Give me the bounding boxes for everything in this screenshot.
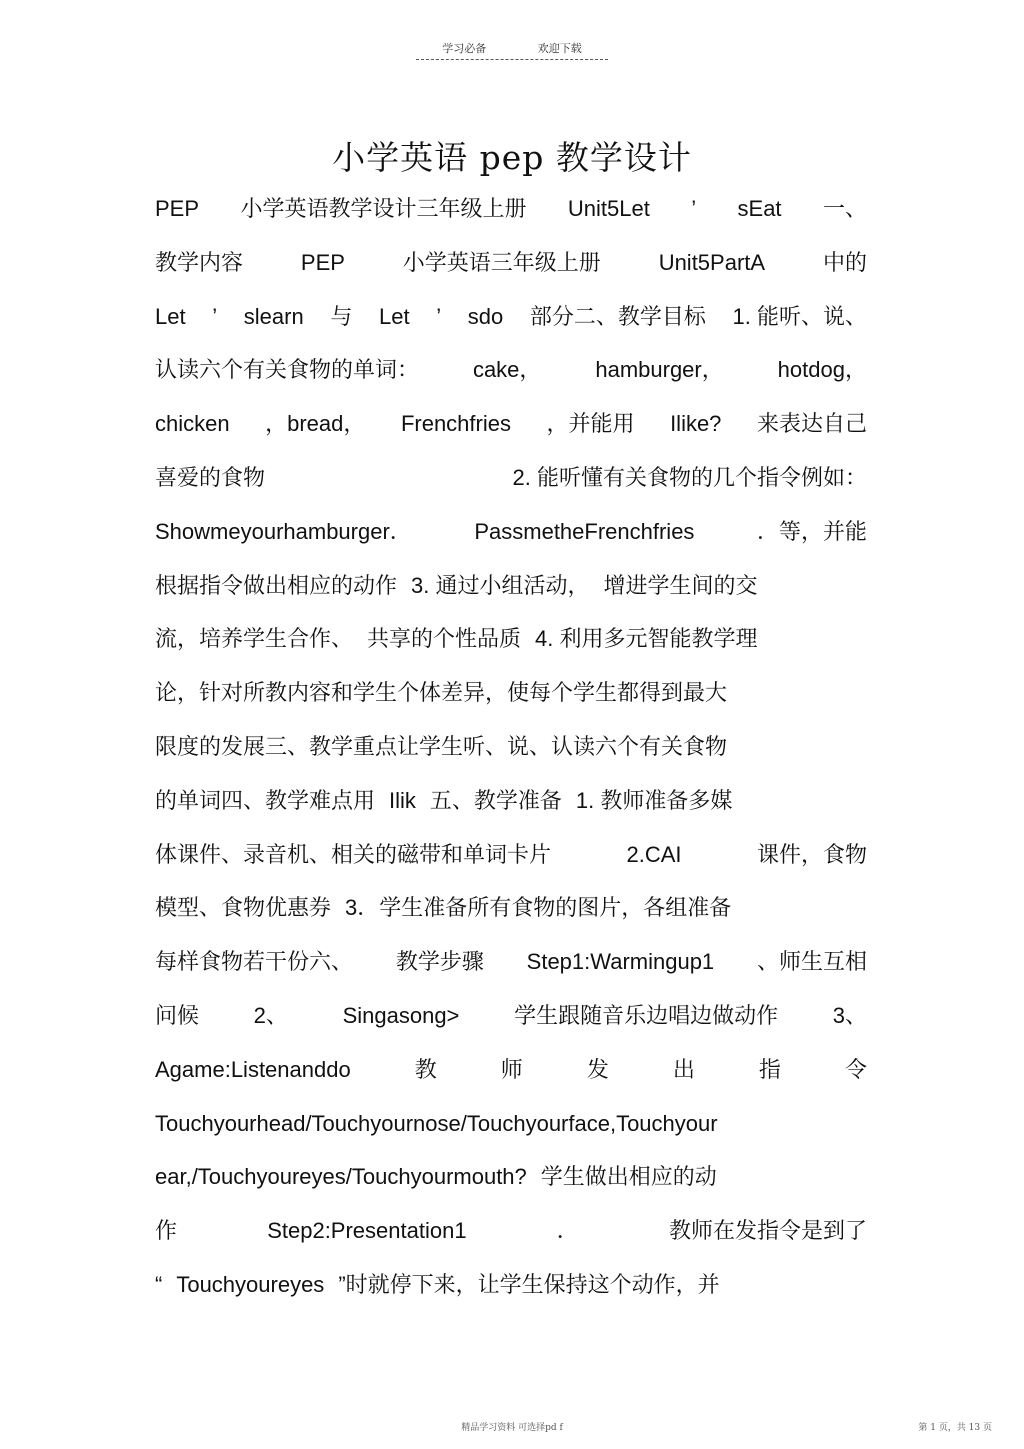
text-segment: ．等，并能 [756, 518, 867, 544]
text-segment: hamburger， [595, 357, 724, 383]
text-line [155, 828, 867, 882]
text-line [155, 881, 867, 935]
text-segment: 指 [758, 1056, 781, 1082]
header-left-text: 学习必备 [442, 42, 487, 55]
text-line [155, 182, 867, 236]
page-header [0, 40, 1024, 60]
text-line [155, 1258, 867, 1312]
text-segment: Unit5PartA [658, 249, 766, 275]
text-segment: sdo [467, 303, 504, 329]
text-segment: slearn [243, 303, 304, 329]
text-segment: 3．学生准备所有食物的图片，各组准备 [345, 895, 732, 921]
text-segment: 教学步骤 [395, 949, 484, 975]
text-segment: 小学英语教学设计三年级上册 [240, 196, 527, 221]
text-segment: 增进学生间的交 [603, 572, 758, 598]
text-segment: cake， [472, 357, 542, 383]
text-segment: PEP [155, 196, 200, 221]
text-segment: sEat [737, 196, 782, 221]
text-segment: PassmetheFrenchfries [474, 518, 695, 544]
text-line [155, 666, 867, 720]
text-segment: 课件，食物 [756, 841, 867, 867]
text-segment: 部分二、教学目标 [529, 303, 706, 329]
text-segment: 3. 通过小组活动， [411, 572, 590, 598]
text-segment: 流，培养学生合作、 [155, 626, 354, 652]
text-segment: 1. 能听、说、 [732, 303, 867, 329]
text-segment: 来表达自己 [756, 411, 867, 437]
text-segment: 限度的发展三、教学重点让学生听、说、认读六个有关食物 [155, 733, 728, 759]
document-title: 小学英语 pep 教学设计 [332, 138, 692, 177]
text-segment: 问候 [155, 1002, 200, 1028]
text-segment: ’ [691, 196, 697, 221]
text-segment: hotdog， [777, 357, 867, 383]
text-segment: 2、 [253, 1002, 288, 1028]
text-segment: “ [155, 1271, 163, 1297]
text-segment: Touchyoureyes [176, 1271, 325, 1297]
text-segment: 发 [586, 1056, 609, 1082]
text-segment: 一、 [822, 196, 867, 221]
text-segment: 教师在发指令是到了 [668, 1218, 867, 1244]
text-segment: 与 [330, 303, 353, 329]
body-text [155, 182, 867, 1312]
text-segment: chicken [155, 411, 230, 437]
text-line [155, 612, 867, 666]
text-line [155, 720, 867, 774]
text-line [155, 236, 867, 290]
text-segment: 2. 能听懂有关食物的几个指令例如： [512, 464, 867, 490]
text-segment: 模型、食物优惠券 [155, 895, 332, 921]
text-segment: 中的 [822, 249, 867, 275]
text-segment: ”时就停下来，让学生保持这个动作，并 [338, 1271, 720, 1297]
text-line [155, 559, 867, 613]
text-segment: 学生做出相应的动 [540, 1164, 717, 1190]
text-segment: Step2:Presentation1 [267, 1218, 467, 1244]
text-line [155, 1150, 867, 1204]
text-segment: Touchyourhead/Touchyournose/Touchyourface,Touchyour [155, 1110, 718, 1136]
text-line [155, 935, 867, 989]
text-segment: 师 [500, 1056, 523, 1082]
text-segment: Ilike? [670, 411, 722, 437]
text-line [155, 290, 867, 344]
text-segment: Unit5Let [567, 196, 650, 221]
text-line [155, 989, 867, 1043]
text-line [155, 774, 867, 828]
text-line [155, 451, 867, 505]
text-segment: 作 [155, 1218, 178, 1244]
text-segment: 教 [414, 1056, 437, 1082]
page-number: 第 1 页，共 13 页 [918, 1423, 992, 1433]
text-line [155, 1204, 867, 1258]
text-segment: 的单词四、教学难点用 [155, 787, 376, 813]
text-segment: Singasong> [342, 1002, 460, 1028]
text-segment: Frenchfries [400, 411, 511, 437]
footer-center-text: 精品学习资料 可选择pd f [461, 1423, 563, 1433]
text-segment: 4. 利用多元智能教学理 [535, 626, 758, 652]
text-segment: 体课件、录音机、相关的磁带和单词卡片 [155, 841, 552, 867]
text-segment: Showmeyourhamburger． [155, 518, 412, 544]
text-segment: Step1:Warmingup1 [526, 949, 715, 975]
text-segment: Ilik [389, 787, 416, 813]
text-segment: ． [556, 1218, 579, 1244]
text-line [155, 505, 867, 559]
text-segment: Agame:Listenanddo [155, 1056, 351, 1082]
text-segment: ，bread， [265, 411, 366, 437]
text-segment: 五、教学准备 [429, 787, 562, 813]
text-segment: 2.CAI [626, 841, 682, 867]
text-segment: ear,/Touchyoureyes/Touchyourmouth? [155, 1164, 527, 1190]
text-segment: 令 [844, 1056, 867, 1082]
text-segment: 出 [672, 1056, 695, 1082]
text-line [155, 397, 867, 451]
text-line [155, 1043, 867, 1097]
text-segment: 教学内容 [155, 249, 244, 275]
text-segment: 论，针对所教内容和学生个体差异，使每个学生都得到最大 [155, 680, 728, 706]
text-segment: 小学英语三年级上册 [402, 249, 601, 275]
text-segment: 根据指令做出相应的动作 [155, 572, 398, 598]
text-segment: 喜爱的食物 [155, 464, 266, 490]
header-right-text: 欢迎下载 [537, 42, 582, 55]
text-segment: PEP [300, 249, 345, 275]
text-segment: 1. 教师准备多媒 [575, 787, 733, 813]
text-segment: Let [155, 303, 186, 329]
text-segment: 共享的个性品质 [367, 626, 522, 652]
text-segment: ’ [436, 303, 442, 329]
text-line [155, 1097, 867, 1151]
text-segment: 、师生互相 [756, 949, 867, 975]
text-segment: 3、 [832, 1002, 867, 1028]
text-segment: 学生跟随音乐边唱边做动作 [514, 1002, 779, 1028]
text-segment: 认读六个有关食物的单词： [155, 357, 420, 383]
text-segment: 每样食物若干份六、 [155, 949, 354, 975]
text-line [155, 343, 867, 397]
text-segment: Let [378, 303, 410, 329]
text-segment: ’ [212, 303, 218, 329]
text-segment: ，并能用 [546, 411, 635, 437]
